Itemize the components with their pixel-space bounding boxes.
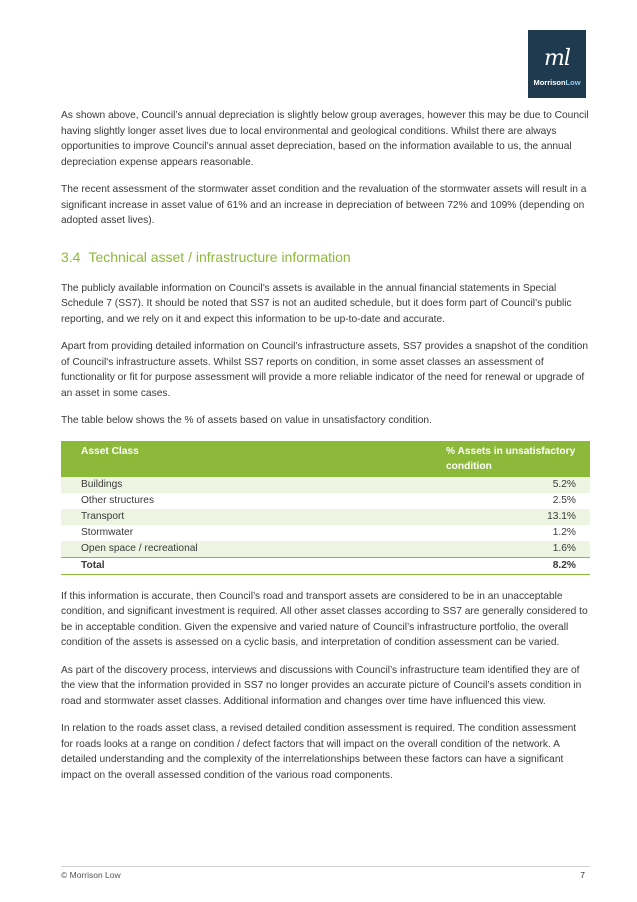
table-header-row [61, 441, 590, 477]
asset-class-cell: Buildings [81, 478, 123, 490]
header-asset-class: Asset Class [81, 445, 139, 457]
asset-class-cell: Other structures [81, 494, 155, 506]
section-heading [61, 249, 590, 265]
asset-class-cell: Stormwater [81, 526, 134, 538]
footer-divider [61, 866, 590, 867]
asset-condition-table [61, 441, 590, 575]
paragraph-discovery-process: As part of the discovery process, interviews and discussions with Council’s infrastructure team identified they are of the view that the information provided in SS7 no longer provides an accurate picture of Council’s assets condition in road and stormwater asset classes. Additional information and changes over time have influenced this view. [61, 664, 582, 707]
section-number: 3.4 [61, 248, 81, 265]
percent-cell: 5.2% [552, 478, 576, 490]
document-body [61, 108, 590, 795]
table-row [61, 493, 590, 509]
table-row [61, 509, 590, 525]
footer-copyright: © Morrison Low [61, 870, 121, 880]
percent-cell: 13.1% [547, 510, 576, 522]
paragraph-ss7-snapshot: Apart from providing detailed information on Council’s infrastructure assets, SS7 provides a snapshot of the condition of Council's infrastructure assets. Whilst SS7 reports on condition, in some asset classes an assessment of functionality or fit for purpose assessment will provide a more reliable indicator of the need for renewal or upgrade of an asset in some cases. [61, 341, 589, 399]
percent-cell: 2.5% [552, 494, 576, 506]
total-percent-cell: 8.2% [552, 559, 576, 571]
table-row [61, 477, 590, 493]
asset-class-cell: Transport [81, 510, 125, 522]
table-row [61, 525, 590, 541]
asset-class-cell: Open space / recreational [81, 542, 198, 554]
paragraph-table-intro: The table below shows the % of assets based on value in unsatisfactory condition. [61, 415, 432, 426]
table-total-row [61, 557, 590, 574]
logo-mark: ml [544, 46, 570, 71]
header-percent-unsatisfactory: % Assets in unsatisfactory condition [446, 445, 576, 472]
section-title: Technical asset / infrastructure information [88, 248, 351, 265]
paragraph-road-condition: If this information is accurate, then Council’s road and transport assets are considered to be in an unacceptable condition, and significant investment is required. All other asset classes according to SS7 are generally considered to be in acceptable condition. Given the expensive and varied nature of Council’s infrastructure portfolio, the overall condition of the assets is assessed on a cyclic basis, and interpretation of condition assessment can be varied. [61, 590, 588, 648]
paragraph-roads-assessment: In relation to the roads asset class, a revised detailed condition assessment is required. The condition assessment for roads looks at a range on condition / defect factors that will impact on the overall condition of the network. A detailed understanding and the complexity of the interrelationships between these factors can have a significant impact on the overall assessed condition of the various road components. [61, 723, 577, 781]
page-number: 7 [580, 870, 585, 880]
percent-cell: 1.2% [552, 526, 576, 538]
table-row [61, 541, 590, 558]
paragraph-public-info: The publicly available information on Council’s assets is available in the annual financial statements in Special Schedule 7 (SS7). It should be noted that SS7 is not an audited schedule, but it does form part of Council’s public reporting, and we rely on it and expect this information to be up-to-date and accurate. [61, 282, 572, 325]
logo-text: MorrisonLow [533, 78, 581, 87]
percent-cell: 1.6% [552, 542, 576, 554]
morrison-low-logo [528, 30, 586, 98]
paragraph-depreciation: As shown above, Council’s annual depreciation is slightly below group averages, however this may be due to Council having slightly longer asset lives due to local environmental and geological conditions. Whilst there are always opportunities to improve Council’s annual asset depreciation, based on the information available to us, the annual depreciation expense appears reasonable. [61, 110, 589, 168]
paragraph-stormwater-assessment: The recent assessment of the stormwater asset condition and the revaluation of the stormwater assets will result in a significant increase in asset value of 61% and an increase in depreciation of between 72% and 109% (depending on adopted asset lives). [61, 184, 587, 226]
total-label-cell: Total [81, 559, 105, 571]
